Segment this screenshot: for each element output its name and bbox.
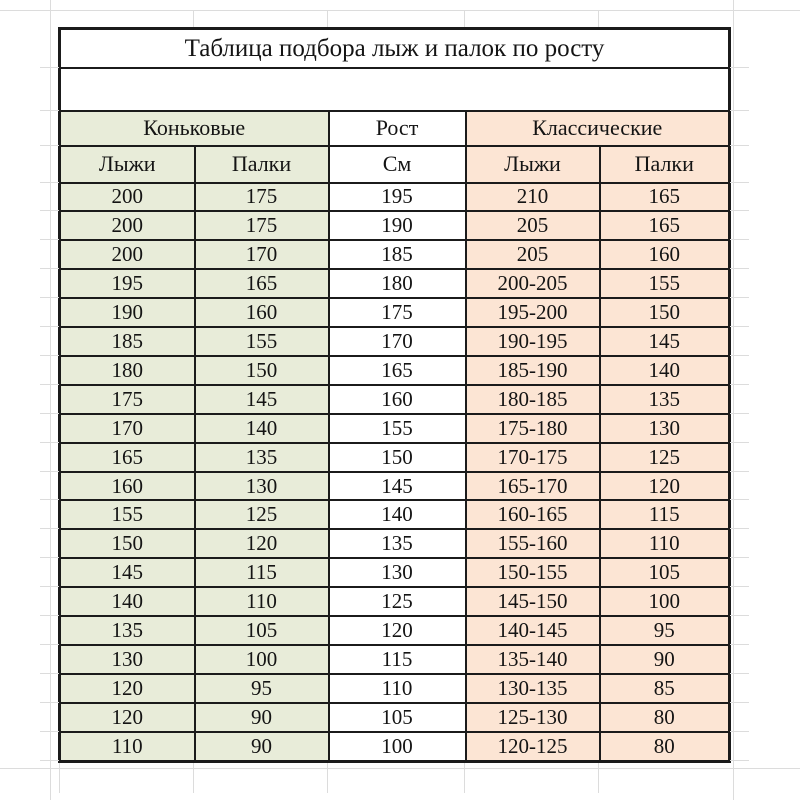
table-row — [60, 269, 730, 298]
cell-classic-poles: 140 — [600, 356, 730, 385]
spacer-cell — [60, 68, 730, 111]
cell-skate-poles: 130 — [195, 472, 329, 501]
cell-classic-poles: 100 — [600, 587, 730, 616]
cell-skate-ski: 190 — [60, 298, 195, 327]
cell-skate-ski: 160 — [60, 472, 195, 501]
table-row — [60, 587, 730, 616]
cell-height-cm: 100 — [329, 732, 466, 762]
column-header-row — [60, 146, 730, 182]
cell-skate-poles: 145 — [195, 385, 329, 414]
cell-skate-poles: 170 — [195, 240, 329, 269]
cell-skate-poles: 90 — [195, 703, 329, 732]
table-row — [60, 616, 730, 645]
cell-skate-ski: 155 — [60, 500, 195, 529]
cell-classic-poles: 110 — [600, 529, 730, 558]
cell-skate-poles: 90 — [195, 732, 329, 762]
table-row — [60, 558, 730, 587]
cell-height-cm: 195 — [329, 183, 466, 212]
cell-classic-ski: 185-190 — [466, 356, 600, 385]
cell-classic-ski: 130-135 — [466, 674, 600, 703]
table-row — [60, 298, 730, 327]
excel-gridline-vertical — [733, 0, 734, 800]
cell-height-cm: 130 — [329, 558, 466, 587]
excel-gridline-horizontal — [0, 10, 800, 11]
cell-classic-ski: 195-200 — [466, 298, 600, 327]
cell-classic-ski: 180-185 — [466, 385, 600, 414]
cell-height-cm: 140 — [329, 500, 466, 529]
group-header-height: Рост — [329, 111, 466, 146]
cell-height-cm: 160 — [329, 385, 466, 414]
cell-classic-ski: 140-145 — [466, 616, 600, 645]
excel-gridline-tick — [464, 10, 465, 27]
column-header-skate-poles: Палки — [195, 146, 329, 182]
cell-classic-poles: 135 — [600, 385, 730, 414]
cell-skate-ski: 120 — [60, 703, 195, 732]
table-row — [60, 183, 730, 212]
cell-classic-poles: 80 — [600, 732, 730, 762]
cell-skate-poles: 150 — [195, 356, 329, 385]
cell-classic-poles: 145 — [600, 327, 730, 356]
table-title: Таблица подбора лыж и палок по росту — [60, 29, 730, 69]
cell-classic-ski: 190-195 — [466, 327, 600, 356]
cell-classic-ski: 120-125 — [466, 732, 600, 762]
cell-classic-ski: 205 — [466, 211, 600, 240]
cell-height-cm: 105 — [329, 703, 466, 732]
excel-gridline-horizontal — [0, 768, 800, 769]
cell-classic-poles: 160 — [600, 240, 730, 269]
excel-gridline-vertical — [50, 0, 51, 800]
cell-skate-poles: 140 — [195, 414, 329, 443]
group-header-row — [60, 111, 730, 146]
cell-skate-poles: 135 — [195, 443, 329, 472]
cell-classic-ski: 135-140 — [466, 645, 600, 674]
column-header-height-cm: См — [329, 146, 466, 182]
excel-gridline-tick — [598, 10, 599, 27]
cell-classic-poles: 85 — [600, 674, 730, 703]
cell-height-cm: 145 — [329, 472, 466, 501]
cell-classic-poles: 125 — [600, 443, 730, 472]
cell-classic-poles: 150 — [600, 298, 730, 327]
table-row — [60, 674, 730, 703]
group-header-classic: Классические — [466, 111, 730, 146]
cell-height-cm: 155 — [329, 414, 466, 443]
cell-skate-poles: 165 — [195, 269, 329, 298]
cell-skate-poles: 160 — [195, 298, 329, 327]
cell-height-cm: 110 — [329, 674, 466, 703]
column-header-classic-poles: Палки — [600, 146, 730, 182]
table-row — [60, 211, 730, 240]
cell-skate-ski: 200 — [60, 240, 195, 269]
cell-classic-poles: 105 — [600, 558, 730, 587]
cell-skate-ski: 165 — [60, 443, 195, 472]
cell-classic-poles: 95 — [600, 616, 730, 645]
cell-skate-ski: 170 — [60, 414, 195, 443]
group-header-skate: Коньковые — [60, 111, 329, 146]
cell-classic-poles: 155 — [600, 269, 730, 298]
cell-classic-ski: 165-170 — [466, 472, 600, 501]
cell-classic-ski: 210 — [466, 183, 600, 212]
excel-gridline-tick — [598, 763, 599, 793]
cell-skate-ski: 110 — [60, 732, 195, 762]
cell-skate-ski: 180 — [60, 356, 195, 385]
cell-height-cm: 180 — [329, 269, 466, 298]
table-row — [60, 240, 730, 269]
cell-classic-poles: 120 — [600, 472, 730, 501]
cell-classic-ski: 205 — [466, 240, 600, 269]
cell-classic-poles: 80 — [600, 703, 730, 732]
cell-skate-poles: 175 — [195, 211, 329, 240]
cell-skate-ski: 140 — [60, 587, 195, 616]
cell-classic-poles: 165 — [600, 183, 730, 212]
cell-classic-poles: 165 — [600, 211, 730, 240]
excel-gridline-tick — [327, 763, 328, 793]
excel-gridline-tick — [193, 10, 194, 27]
cell-classic-ski: 145-150 — [466, 587, 600, 616]
table-row — [60, 385, 730, 414]
cell-skate-poles: 155 — [195, 327, 329, 356]
cell-skate-ski: 150 — [60, 529, 195, 558]
ski-pole-size-table — [58, 27, 731, 763]
cell-height-cm: 125 — [329, 587, 466, 616]
excel-gridline-tick — [464, 763, 465, 793]
cell-height-cm: 120 — [329, 616, 466, 645]
cell-skate-ski: 195 — [60, 269, 195, 298]
cell-classic-ski: 150-155 — [466, 558, 600, 587]
table-row — [60, 327, 730, 356]
cell-classic-ski: 170-175 — [466, 443, 600, 472]
column-header-classic-ski: Лыжи — [466, 146, 600, 182]
cell-skate-poles: 120 — [195, 529, 329, 558]
cell-skate-poles: 110 — [195, 587, 329, 616]
cell-classic-poles: 130 — [600, 414, 730, 443]
cell-classic-poles: 90 — [600, 645, 730, 674]
cell-height-cm: 185 — [329, 240, 466, 269]
cell-height-cm: 170 — [329, 327, 466, 356]
table-row — [60, 414, 730, 443]
cell-skate-poles: 95 — [195, 674, 329, 703]
excel-gridline-tick — [327, 10, 328, 27]
table-row — [60, 703, 730, 732]
excel-gridline-tick — [193, 763, 194, 793]
table-row — [60, 529, 730, 558]
cell-height-cm: 165 — [329, 356, 466, 385]
cell-skate-ski: 185 — [60, 327, 195, 356]
cell-height-cm: 190 — [329, 211, 466, 240]
cell-skate-ski: 130 — [60, 645, 195, 674]
cell-skate-ski: 200 — [60, 211, 195, 240]
cell-skate-poles: 125 — [195, 500, 329, 529]
table-row — [60, 732, 730, 762]
cell-classic-ski: 125-130 — [466, 703, 600, 732]
excel-gridline-tick — [59, 763, 60, 793]
cell-height-cm: 150 — [329, 443, 466, 472]
table-row — [60, 472, 730, 501]
cell-classic-ski: 155-160 — [466, 529, 600, 558]
cell-height-cm: 175 — [329, 298, 466, 327]
cell-skate-poles: 115 — [195, 558, 329, 587]
cell-skate-ski: 145 — [60, 558, 195, 587]
column-header-skate-ski: Лыжи — [60, 146, 195, 182]
cell-skate-poles: 105 — [195, 616, 329, 645]
table-row — [60, 356, 730, 385]
table-row — [60, 645, 730, 674]
cell-skate-poles: 175 — [195, 183, 329, 212]
cell-skate-ski: 135 — [60, 616, 195, 645]
table-row — [60, 443, 730, 472]
cell-classic-poles: 115 — [600, 500, 730, 529]
cell-classic-ski: 175-180 — [466, 414, 600, 443]
cell-skate-ski: 120 — [60, 674, 195, 703]
cell-skate-ski: 175 — [60, 385, 195, 414]
cell-classic-ski: 160-165 — [466, 500, 600, 529]
cell-height-cm: 115 — [329, 645, 466, 674]
title-row — [60, 29, 730, 69]
cell-skate-ski: 200 — [60, 183, 195, 212]
cell-height-cm: 135 — [329, 529, 466, 558]
cell-classic-ski: 200-205 — [466, 269, 600, 298]
table-row — [60, 500, 730, 529]
cell-skate-poles: 100 — [195, 645, 329, 674]
spacer-row — [60, 68, 730, 111]
